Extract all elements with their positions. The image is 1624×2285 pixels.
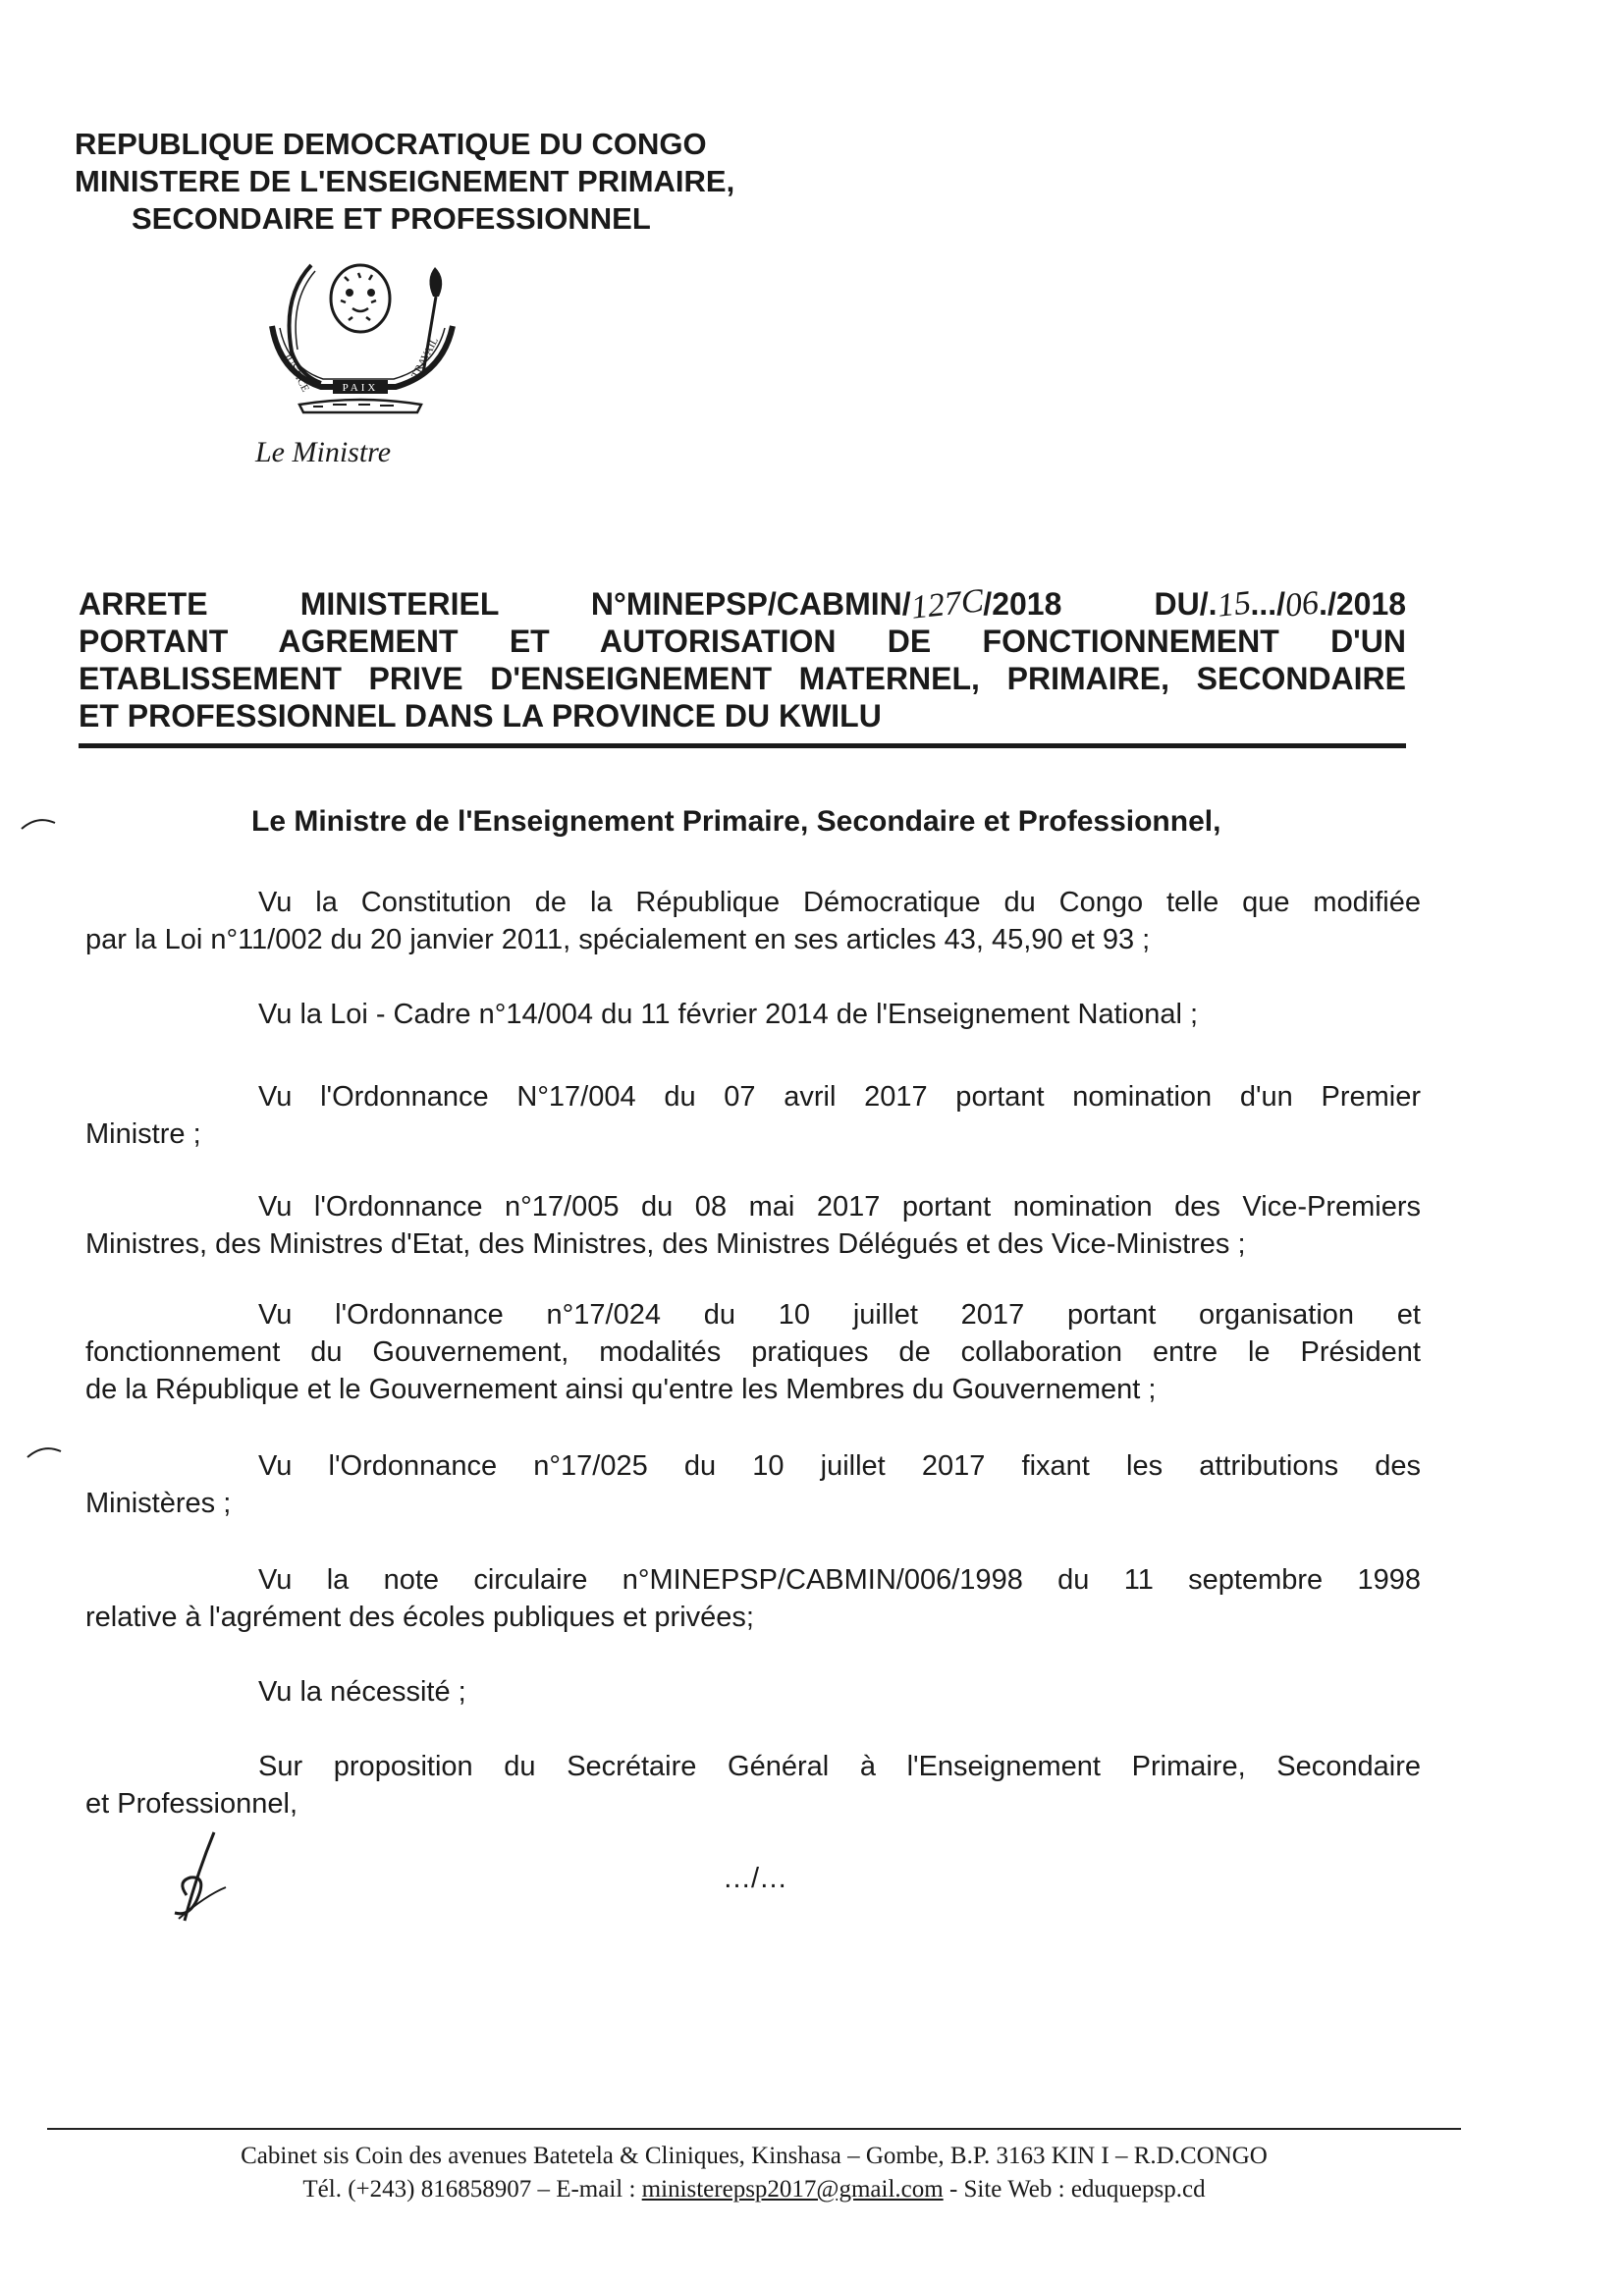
coat-of-arms-emblem xyxy=(250,257,466,414)
paragraph-ordonnance-ministres xyxy=(85,1188,1421,1263)
decree-title-line3: ETABLISSEMENT PRIVE D'ENSEIGNEMENT MATERNEL, PRIMAIRE, SECONDAIRE xyxy=(79,661,1406,696)
handwritten-date-month: 06 xyxy=(1283,584,1321,625)
paragraph-necessite xyxy=(85,1673,1421,1711)
decree-reference: N°MINEPSP/CABMIN/127C/2018 xyxy=(590,582,1062,626)
paragraph-constitution xyxy=(85,884,1421,958)
continuation-mark: …/… xyxy=(723,1863,788,1894)
margin-binder-mark xyxy=(20,813,59,833)
emblem-paix-text: PAIX xyxy=(342,382,379,394)
header-ministry: MINISTERE DE L'ENSEIGNEMENT PRIMAIRE, xyxy=(75,164,735,198)
paragraph-line: Vu l'Ordonnance n°17/025 du 10 juillet 2017 fixant les attributions des xyxy=(258,1450,1421,1482)
footer-address: Cabinet sis Coin des avenues Batetela & Cliniques, Kinshasa – Gombe, B.P. 3163 KIN I – R.D.CONGO xyxy=(241,2143,1268,2169)
title-word-ministeriel: MINISTERIEL xyxy=(299,586,499,622)
paragraph-line: Sur proposition du Secrétaire Général à l'Enseignement Primaire, Secondaire xyxy=(258,1751,1421,1782)
emblem-travail-text: TRAVAIL xyxy=(409,335,441,381)
decree-title-line4: ET PROFESSIONNEL DANS LA PROVINCE DU KWILU xyxy=(79,698,882,734)
paragraph-ordonnance-premier-ministre xyxy=(85,1078,1421,1153)
paragraph-line: Ministres, des Ministres d'Etat, des Ministres, des Ministres Délégués et des Vice-Ministres ; xyxy=(85,1228,1246,1260)
paragraph-line: fonctionnement du Gouvernement, modalités pratiques de collaboration entre le Président xyxy=(85,1336,1421,1368)
emblem-justice-text: JUSTICE xyxy=(281,351,312,395)
margin-binder-mark xyxy=(26,1442,65,1461)
footer-divider xyxy=(47,2128,1461,2130)
decree-title-line1 xyxy=(79,582,1407,626)
paragraph-line: de la République et le Gouvernement ainsi qu'entre les Membres du Gouvernement ; xyxy=(85,1374,1157,1405)
paragraph-ordonnance-attributions xyxy=(85,1447,1421,1522)
paragraph-line: relative à l'agrément des écoles publiques et privées; xyxy=(85,1602,754,1633)
header-ministry-cont: SECONDAIRE ET PROFESSIONNEL xyxy=(132,201,651,236)
title-word-arrete: ARRETE xyxy=(79,586,208,622)
paragraph-note-circulaire xyxy=(85,1561,1421,1636)
paragraph-line: et Professionnel, xyxy=(85,1788,298,1820)
paragraph-line: Vu la note circulaire n°MINEPSP/CABMIN/006/1998 du 11 septembre 1998 xyxy=(258,1564,1421,1596)
paragraph-ordonnance-gouvernement xyxy=(85,1296,1421,1408)
handwritten-date-day: 15 xyxy=(1215,584,1253,625)
paragraph-line: Vu la nécessité ; xyxy=(258,1676,466,1708)
paragraph-loi-cadre xyxy=(85,996,1421,1033)
initials-paraph-mark xyxy=(157,1826,265,1934)
signatory-title: Le Ministre xyxy=(255,436,392,468)
paragraph-line: Vu l'Ordonnance N°17/004 du 07 avril 2017 portant nomination d'un Premier xyxy=(258,1081,1421,1113)
footer-website: - Site Web : eduquepsp.cd xyxy=(943,2176,1206,2203)
paragraph-line: Vu la Loi - Cadre n°14/004 du 11 février 2014 de l'Enseignement National ; xyxy=(258,999,1199,1030)
paragraph-line: Ministères ; xyxy=(85,1488,232,1519)
paragraph-line: Vu l'Ordonnance n°17/024 du 10 juillet 2017 portant organisation et xyxy=(258,1299,1421,1331)
decree-title-line2: PORTANT AGREMENT ET AUTORISATION DE FONCTIONNEMENT D'UN xyxy=(79,624,1406,659)
paragraph-line: Vu l'Ordonnance n°17/005 du 08 mai 2017 portant nomination des Vice-Premiers xyxy=(258,1191,1421,1223)
header-country: REPUBLIQUE DEMOCRATIQUE DU CONGO xyxy=(75,127,707,161)
paragraph-line: Ministre ; xyxy=(85,1118,201,1150)
footer-email-link[interactable]: ministerepsp2017@gmail.com xyxy=(641,2176,944,2203)
paragraph-proposition xyxy=(85,1748,1421,1823)
intro-statement: Le Ministre de l'Enseignement Primaire, Secondaire et Professionnel, xyxy=(251,805,1221,838)
paragraph-line: par la Loi n°11/002 du 20 janvier 2011, spécialement en ses articles 43, 45,90 et 93 ; xyxy=(85,924,1151,955)
paragraph-line: Vu la Constitution de la République Démocratique du Congo telle que modifiée xyxy=(258,887,1421,918)
handwritten-ref-number: 127C xyxy=(908,582,985,626)
decree-date: DU/.15.../06./2018 xyxy=(1154,584,1407,625)
footer-telephone: Tél. (+243) 816858907 – E-mail : xyxy=(302,2176,642,2203)
footer-contact xyxy=(47,2174,1461,2205)
title-underline xyxy=(79,743,1406,748)
